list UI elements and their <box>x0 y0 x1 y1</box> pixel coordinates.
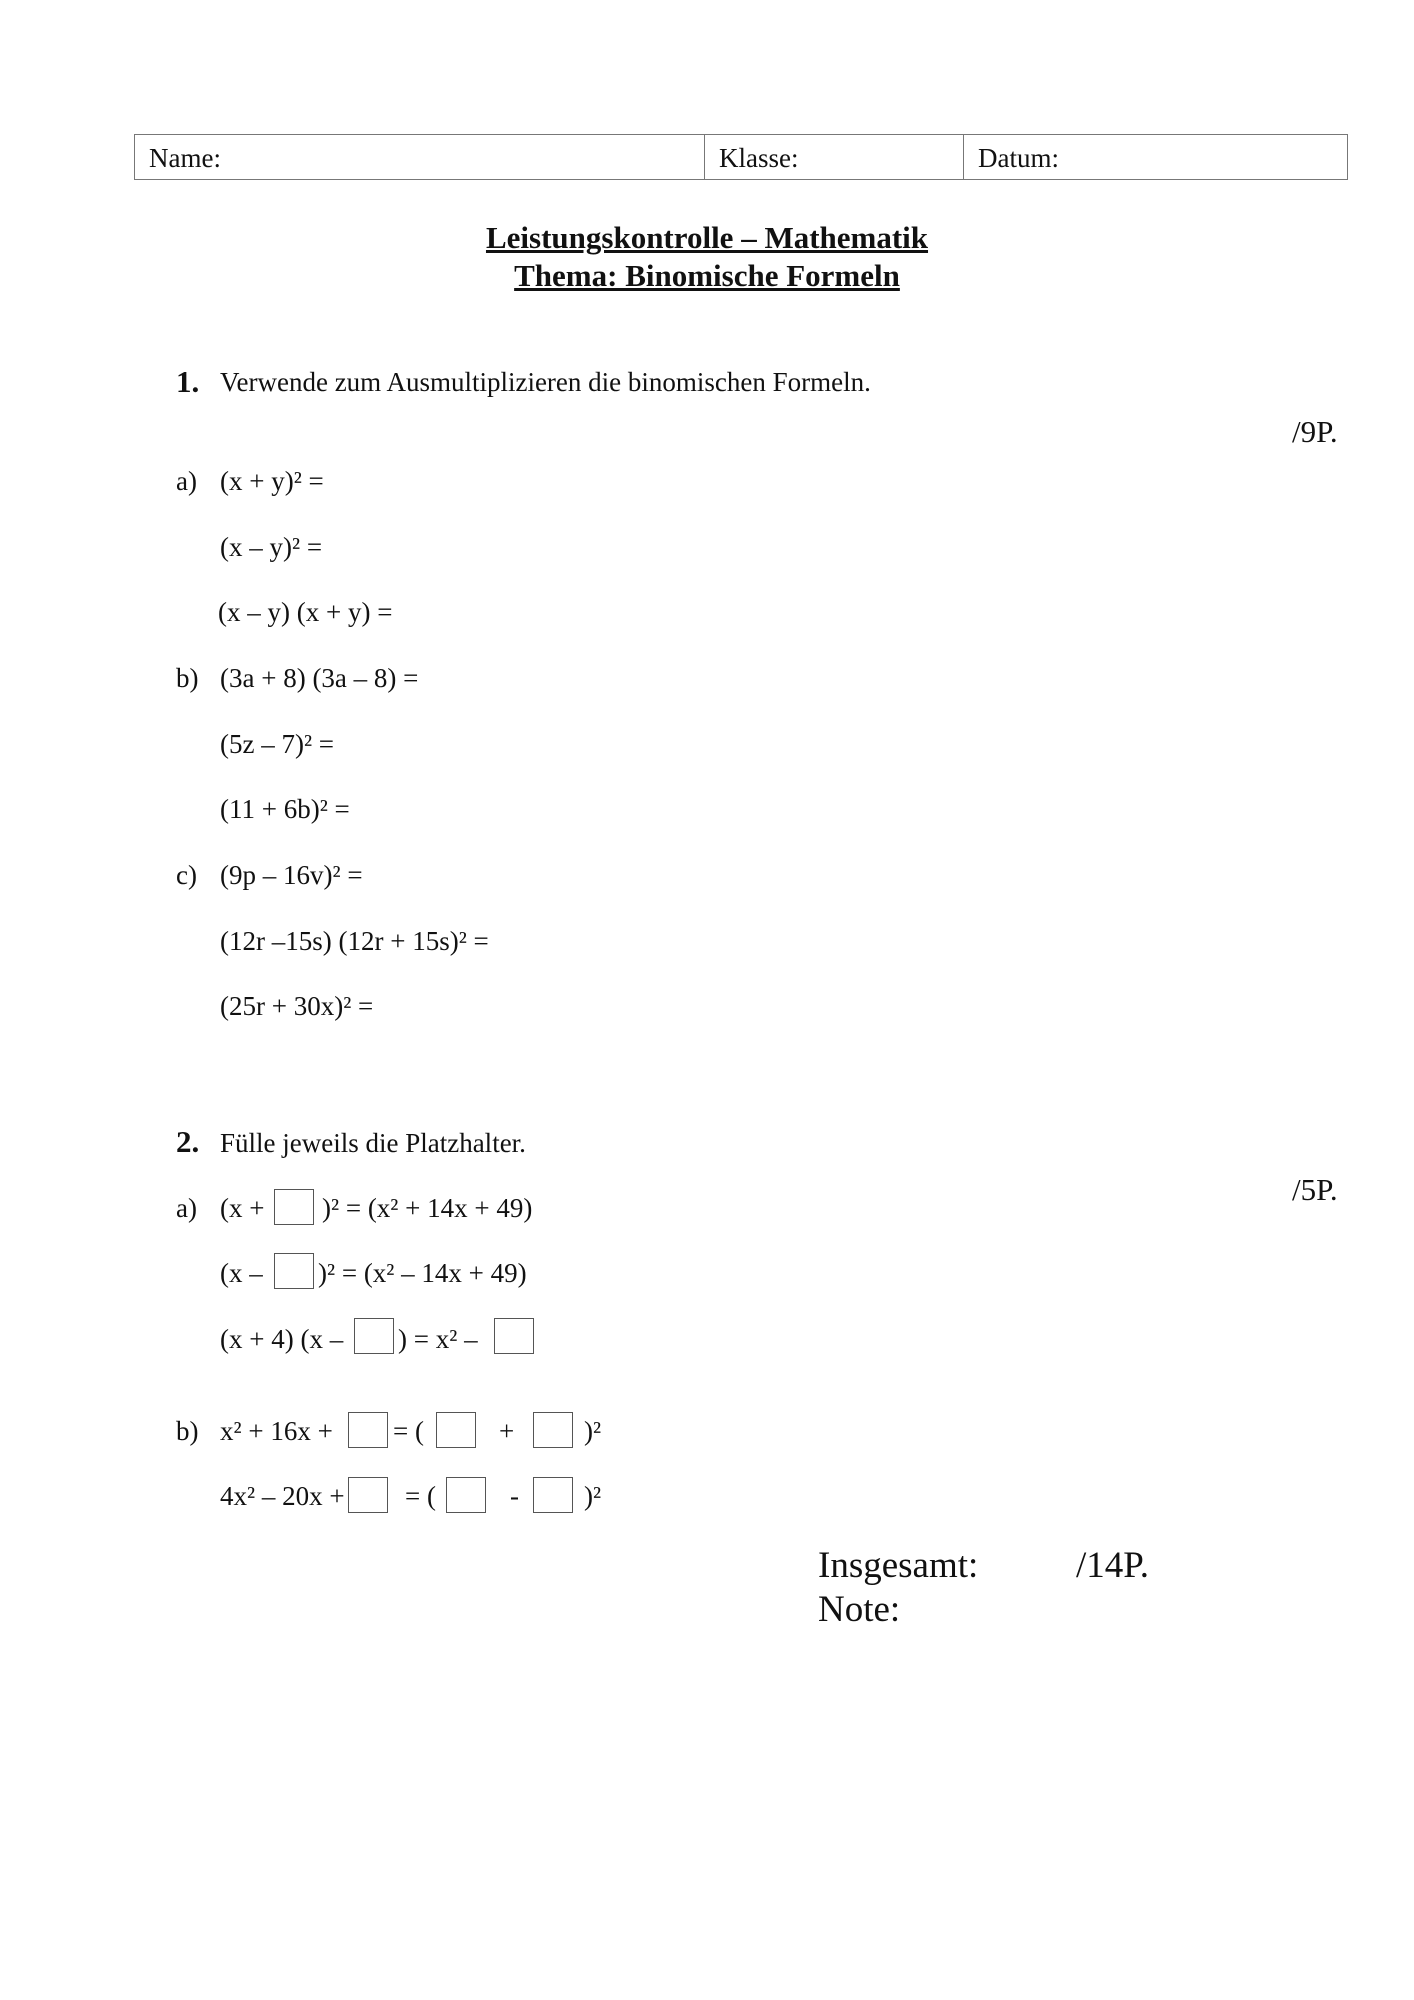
task1-label-a: a) <box>176 466 197 496</box>
task2-label-a: a) <box>176 1193 197 1223</box>
task2-a3-text-left: (x + 4) (x – <box>220 1324 344 1354</box>
page-title: Leistungskontrolle – Mathematik <box>485 220 929 255</box>
placeholder-box[interactable] <box>354 1318 394 1354</box>
task1-equation: (25r + 30x)² = <box>220 991 374 1021</box>
grade-label: Note: <box>818 1589 901 1630</box>
placeholder-box[interactable] <box>533 1412 573 1448</box>
task1-points: /9P. <box>1292 414 1338 449</box>
task1-number: 1. <box>176 364 200 399</box>
task2-a1-text-left: (x + <box>220 1193 265 1223</box>
task1-label-c: c) <box>176 860 197 890</box>
class-field[interactable] <box>705 135 964 179</box>
date-label: Datum: <box>978 143 1059 173</box>
task2-a1-text-right: )² = (x² + 14x + 49) <box>322 1193 533 1223</box>
placeholder-box[interactable] <box>436 1412 476 1448</box>
task2-a3-text-right: ) = x² – <box>398 1324 478 1354</box>
placeholder-box[interactable] <box>494 1318 534 1354</box>
task1-equation: (x – y) (x + y) = <box>218 597 393 627</box>
header-table <box>134 134 1348 180</box>
task2-b2-operator: - <box>510 1481 519 1511</box>
placeholder-box[interactable] <box>348 1412 388 1448</box>
total-label: Insgesamt: <box>818 1545 979 1586</box>
task2-a2-text-right: )² = (x² – 14x + 49) <box>318 1258 527 1288</box>
task2-b1-text-right: )² <box>584 1416 602 1446</box>
task2-b2-text-right: )² <box>584 1481 602 1511</box>
name-field[interactable] <box>135 135 705 179</box>
placeholder-box[interactable] <box>446 1477 486 1513</box>
task1-equation: (11 + 6b)² = <box>220 794 350 824</box>
task1-equation: (x + y)² = <box>220 466 324 496</box>
placeholder-box[interactable] <box>348 1477 388 1513</box>
task2-points: /5P. <box>1292 1172 1338 1207</box>
class-label: Klasse: <box>719 143 799 173</box>
page-subtitle: Thema: Binomische Formeln <box>514 258 900 293</box>
task2-b1-text-left: x² + 16x + <box>220 1416 333 1446</box>
task1-equation: (12r –15s) (12r + 15s)² = <box>220 926 489 956</box>
task1-equation: (5z – 7)² = <box>220 729 335 759</box>
placeholder-box[interactable] <box>533 1477 573 1513</box>
task2-b1-operator: + <box>499 1416 515 1446</box>
task1-equation: (3a + 8) (3a – 8) = <box>220 663 419 693</box>
placeholder-box[interactable] <box>274 1253 314 1289</box>
placeholder-box[interactable] <box>274 1189 314 1225</box>
task2-b1-equals: = ( <box>393 1416 424 1446</box>
task2-number: 2. <box>176 1124 200 1159</box>
task2-a2-text-left: (x – <box>220 1258 263 1288</box>
task2-label-b: b) <box>176 1416 199 1446</box>
task2-b2-text-left: 4x² – 20x + <box>220 1481 345 1511</box>
task2-b2-equals: = ( <box>405 1481 436 1511</box>
task1-equation: (9p – 16v)² = <box>220 860 363 890</box>
task2-instruction: Fülle jeweils die Platzhalter. <box>220 1128 526 1158</box>
task1-label-b: b) <box>176 663 199 693</box>
total-points: /14P. <box>1076 1545 1150 1586</box>
name-label: Name: <box>149 143 221 173</box>
task1-instruction: Verwende zum Ausmultiplizieren die binomischen Formeln. <box>220 367 871 397</box>
date-field[interactable] <box>964 135 1347 179</box>
task1-equation: (x – y)² = <box>220 532 323 562</box>
